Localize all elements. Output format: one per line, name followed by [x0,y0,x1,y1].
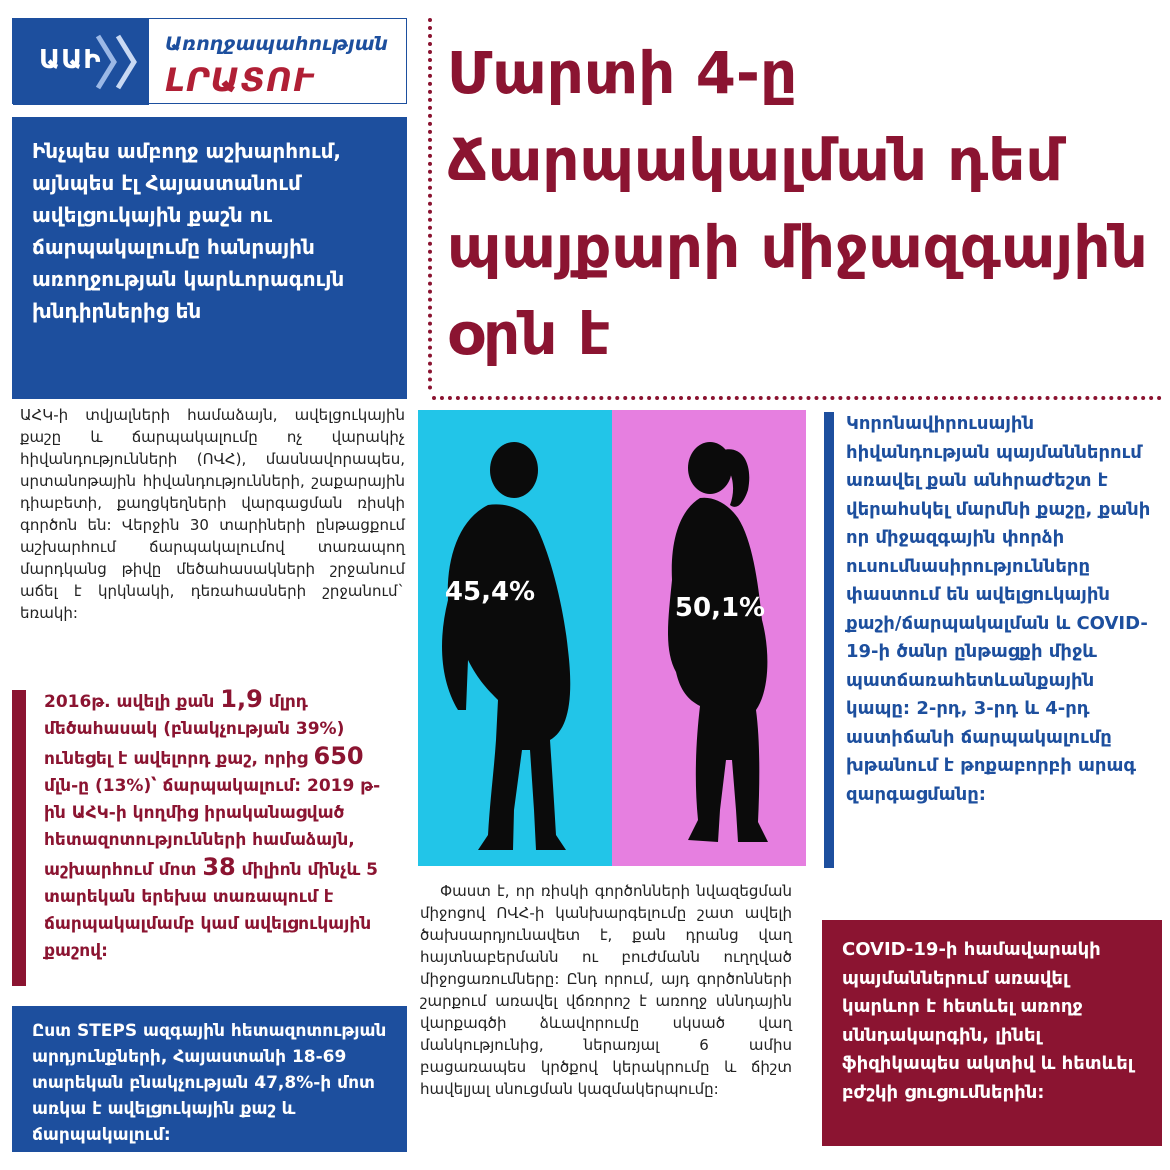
quote-bar [12,690,26,986]
quote-bar [824,412,834,868]
logo-mark-text: ԱԱԻ [39,45,102,75]
quote-number: 38 [202,853,236,881]
quote-text: մլրդ մեծահասակ (բնակչության 39%) ունեցել է ավելորդ քաշ, որից [44,692,345,769]
quote-number: 650 [313,742,364,770]
quote-text: մլն-ը (13%)՝ ճարպակալում: 2019 թ-ին ԱՀԿ-ի կողմից իրականացված հետազոտությունների համաձայն, աշխարհում մոտ [44,776,381,880]
right-paragraph: Կորոնավիրուսային հիվանդության պայմաններում առավել քան անհրաժեշտ է վերահսկել մարմնի քաշը, քանի որ միջազգային փորձի ուսումնասիրությունները փաստում են ավելցուկային քաշի/ճարպակալման և COVID-19-ի ծանր ընթացքի միջև պատճառահետևանքային կապը: 2-րդ, 3-րդ և 4-րդ աստիճանի ճարպակալումը խթանում է թոքաբորբի արագ զարգացմանը: [846,413,1151,805]
horizontal-divider [432,396,1162,400]
brand-logo [12,18,407,104]
obesity-figure [418,410,806,866]
vertical-divider [428,18,432,390]
logo-line-2: ԼՐԱՏՈՒ [165,61,315,99]
male-percentage: 45,4% [444,577,536,607]
logo-line-1: Առողջապահության [165,33,388,55]
left-paragraph: ԱՀԿ-ի տվյալների համաձայն, ավելցուկային քաշը և ճարպակալումը ոչ վարակիչ հիվանդությունների (ՈՎՀ), մասնավորապես, սրտանոթային հիվանդությունների, շաքարային դիաբետի, քաղցկեղների վարգացման ռիսկի գործոն են: Վերջին 30 տարիների ընթացքում աշխարհում ճարպակալումով տառապող մարդկանց թիվը մեծահասակների շրջանում աճել է կրկնակի, դեռահասների շրջանում` եռակի: [20,406,405,622]
statistics-quote [44,686,400,965]
covid-advice-box: COVID-19-ի համավարակի պայմաններում առավել կարևոր է հետևել առողջ սննդակարգին, լինել ֆիզիկապես ակտիվ և հետևել բժշկի ցուցումներին: [822,920,1162,1146]
quote-text: միլիոն մինչև 5 տարեկան երեխա տառապում է ճարպակալմամբ կամ ավելցուկային քաշով: [44,860,379,961]
quote-number: 1,9 [220,685,263,713]
page-title: Մարտի 4-ը Ճարպակալման դեմ պայքարի միջազգային օրն է [447,39,1148,368]
chevron-right-icon [95,33,117,91]
quote-text: 2016թ. ավելի քան [44,692,215,712]
female-percentage: 50,1% [674,593,766,623]
steps-box: Ըստ STEPS ազգային հետազոտության արդյունքների, Հայաստանի 18-69 տարեկան բնակչության 47,8%-ի մոտ առկա է ավելցուկային քաշ և ճարպակալում: [12,1006,407,1152]
logo-mark [13,19,149,105]
chevron-right-icon [115,33,137,91]
middle-paragraph: Փաստ է, որ ռիսկի գործոնների նվազեցման միջոցով ՈՎՀ-ի կանխարգելումը շատ ավելի ծախսարդյունավետ է, քան դրանց վաղ հայտնաբերմանն ու բուժմանն ուղղված միջոցառումները: Ընդ որում, այդ գործոնների շարքում առավել վճռորոշ է առողջ սննդային վարքագծի ձևավորումը սկսած վաղ մանկությունից, ներառյալ 6 ամիս բացառապես կրծքով կերակրումը և ճիշտ հավելյալ սնուցման կազմակերպումը: [420,882,792,1098]
intro-box: Ինչպես ամբողջ աշխարհում, այնպես էլ Հայաստանում ավելցուկային քաշն ու ճարպակալումը հանրային առողջության կարևորագույն խնդիրներից են [12,117,407,399]
